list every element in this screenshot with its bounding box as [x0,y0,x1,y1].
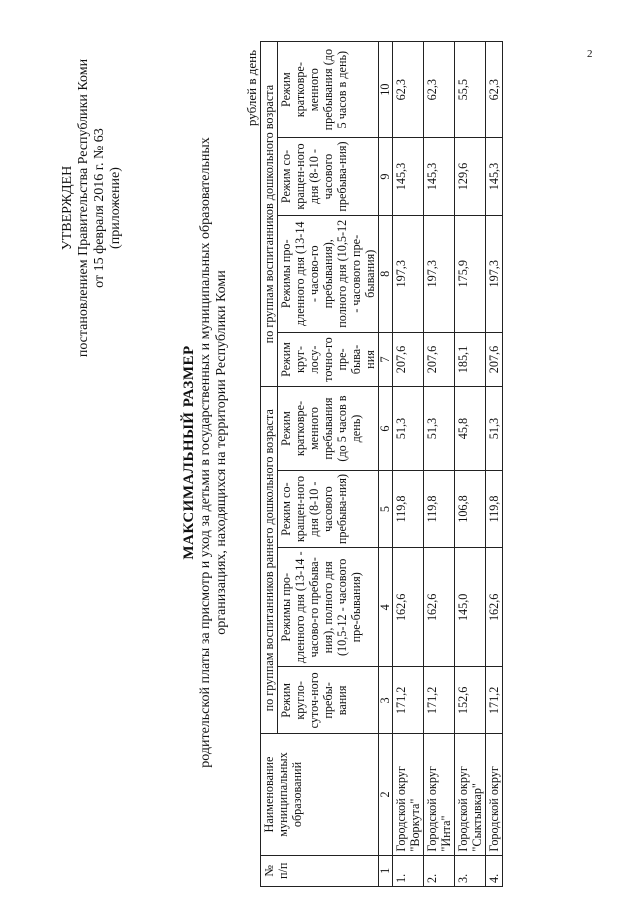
column-number: 3 [379,667,393,734]
header-early-brief: Режим кратковре-менного пребывания (до 5 часов в день) [278,387,379,471]
header-pre-round-clock: Режим круг-лосу-точно-го пре-быва-ния [278,332,379,386]
header-pre-extended: Режимы про-дленного дня (13-14 - часово-го пребывания), полного дня (10,5-12 - часового пре-бывания) [278,215,379,332]
title-heading: МАКСИМАЛЬНЫЙ РАЗМЕР [181,345,197,560]
municipality-name: Городской округ [486,734,503,855]
fee-value: 162,6 [393,548,424,667]
header-early-round-clock: Режим кругло-суточ-ного пребы-вания [278,667,379,734]
municipality-name: Городской округ "Воркута" [393,734,424,855]
fee-value: 129,6 [455,138,486,215]
column-number: 6 [379,387,393,471]
municipality-name: Городской округ "Инта" [424,734,455,855]
column-number: 9 [379,138,393,215]
column-number: 5 [379,470,393,547]
row-number: 1. [393,855,424,886]
fee-value: 162,6 [486,548,503,667]
table-row [393,42,424,887]
fee-value: 197,3 [424,215,455,332]
fee-value: 51,3 [486,387,503,471]
column-number-row [379,42,393,887]
column-number: 8 [379,215,393,332]
fee-value: 62,3 [424,42,455,138]
header-name: Наименование муниципальных образований [261,734,379,855]
fee-value: 62,3 [486,42,503,138]
fee-value: 152,6 [455,667,486,734]
fee-value: 55,5 [455,42,486,138]
fee-value: 145,3 [486,138,503,215]
approval-line-2: постановлением Правительства Республики Коми [76,58,91,358]
fee-value: 171,2 [393,667,424,734]
row-number: 2. [424,855,455,886]
document-title [180,0,230,905]
header-pre-short: Режим со-кращен-ного дня (8-10 - часового пребыва-ния) [278,138,379,215]
units-label: рублей в день [244,50,259,127]
header-group-early: по группам воспитанников раннего дошкольного возраста [261,387,278,734]
column-number: 1 [379,855,393,886]
row-number: 3. [455,855,486,886]
fee-table [260,41,503,887]
fee-value: 185,1 [455,332,486,386]
fee-value: 171,2 [486,667,503,734]
header-no: № п/п [261,855,379,886]
approval-line-1: УТВЕРЖДЕН [60,165,75,251]
title-line-1: родительской платы за присмотр и уход за детьми в государственных и муниципальных образовательных [198,137,213,768]
fee-value: 51,3 [424,387,455,471]
header-group-preschool: по группам воспитанников дошкольного возраста [261,42,278,387]
fee-value: 207,6 [393,332,424,386]
header-early-short: Режим со-кращен-ного дня (8-10 - часового пребыва-ния) [278,470,379,547]
page-number: 2 [587,48,593,60]
column-number: 10 [379,42,393,138]
fee-value: 119,8 [393,470,424,547]
fee-value: 119,8 [486,470,503,547]
fee-value: 171,2 [424,667,455,734]
fee-value: 51,3 [393,387,424,471]
approval-block [60,28,124,388]
header-early-extended: Режимы про-дленного дня (13-14 - часово-го пребыва-ния), полного дня (10,5-12 - часового пре-бывания) [278,548,379,667]
fee-value: 197,3 [486,215,503,332]
header-pre-brief: Режим кратковре-менного пребывания (до 5 часов в день) [278,42,379,138]
column-number: 7 [379,332,393,386]
table-row [486,42,503,887]
fee-value: 197,3 [393,215,424,332]
fee-value: 175,9 [455,215,486,332]
table-row [455,42,486,887]
fee-value: 45,8 [455,387,486,471]
fee-value: 207,6 [424,332,455,386]
column-number: 2 [379,734,393,855]
approval-line-3: от 15 февраля 2016 г. № 63 [92,128,107,288]
table-row [424,42,455,887]
column-number: 4 [379,548,393,667]
fee-value: 119,8 [424,470,455,547]
fee-value: 145,3 [424,138,455,215]
row-number: 4. [486,855,503,886]
fee-value: 162,6 [424,548,455,667]
fee-value: 106,8 [455,470,486,547]
fee-value: 207,6 [486,332,503,386]
fee-value: 145,0 [455,548,486,667]
title-line-2: организациях, находящихся на территории Республики Коми [214,270,229,635]
fee-value: 145,3 [393,138,424,215]
municipality-name: Городской округ "Сыктывкар" [455,734,486,855]
fee-value: 62,3 [393,42,424,138]
approval-line-4: (приложение) [108,167,123,249]
